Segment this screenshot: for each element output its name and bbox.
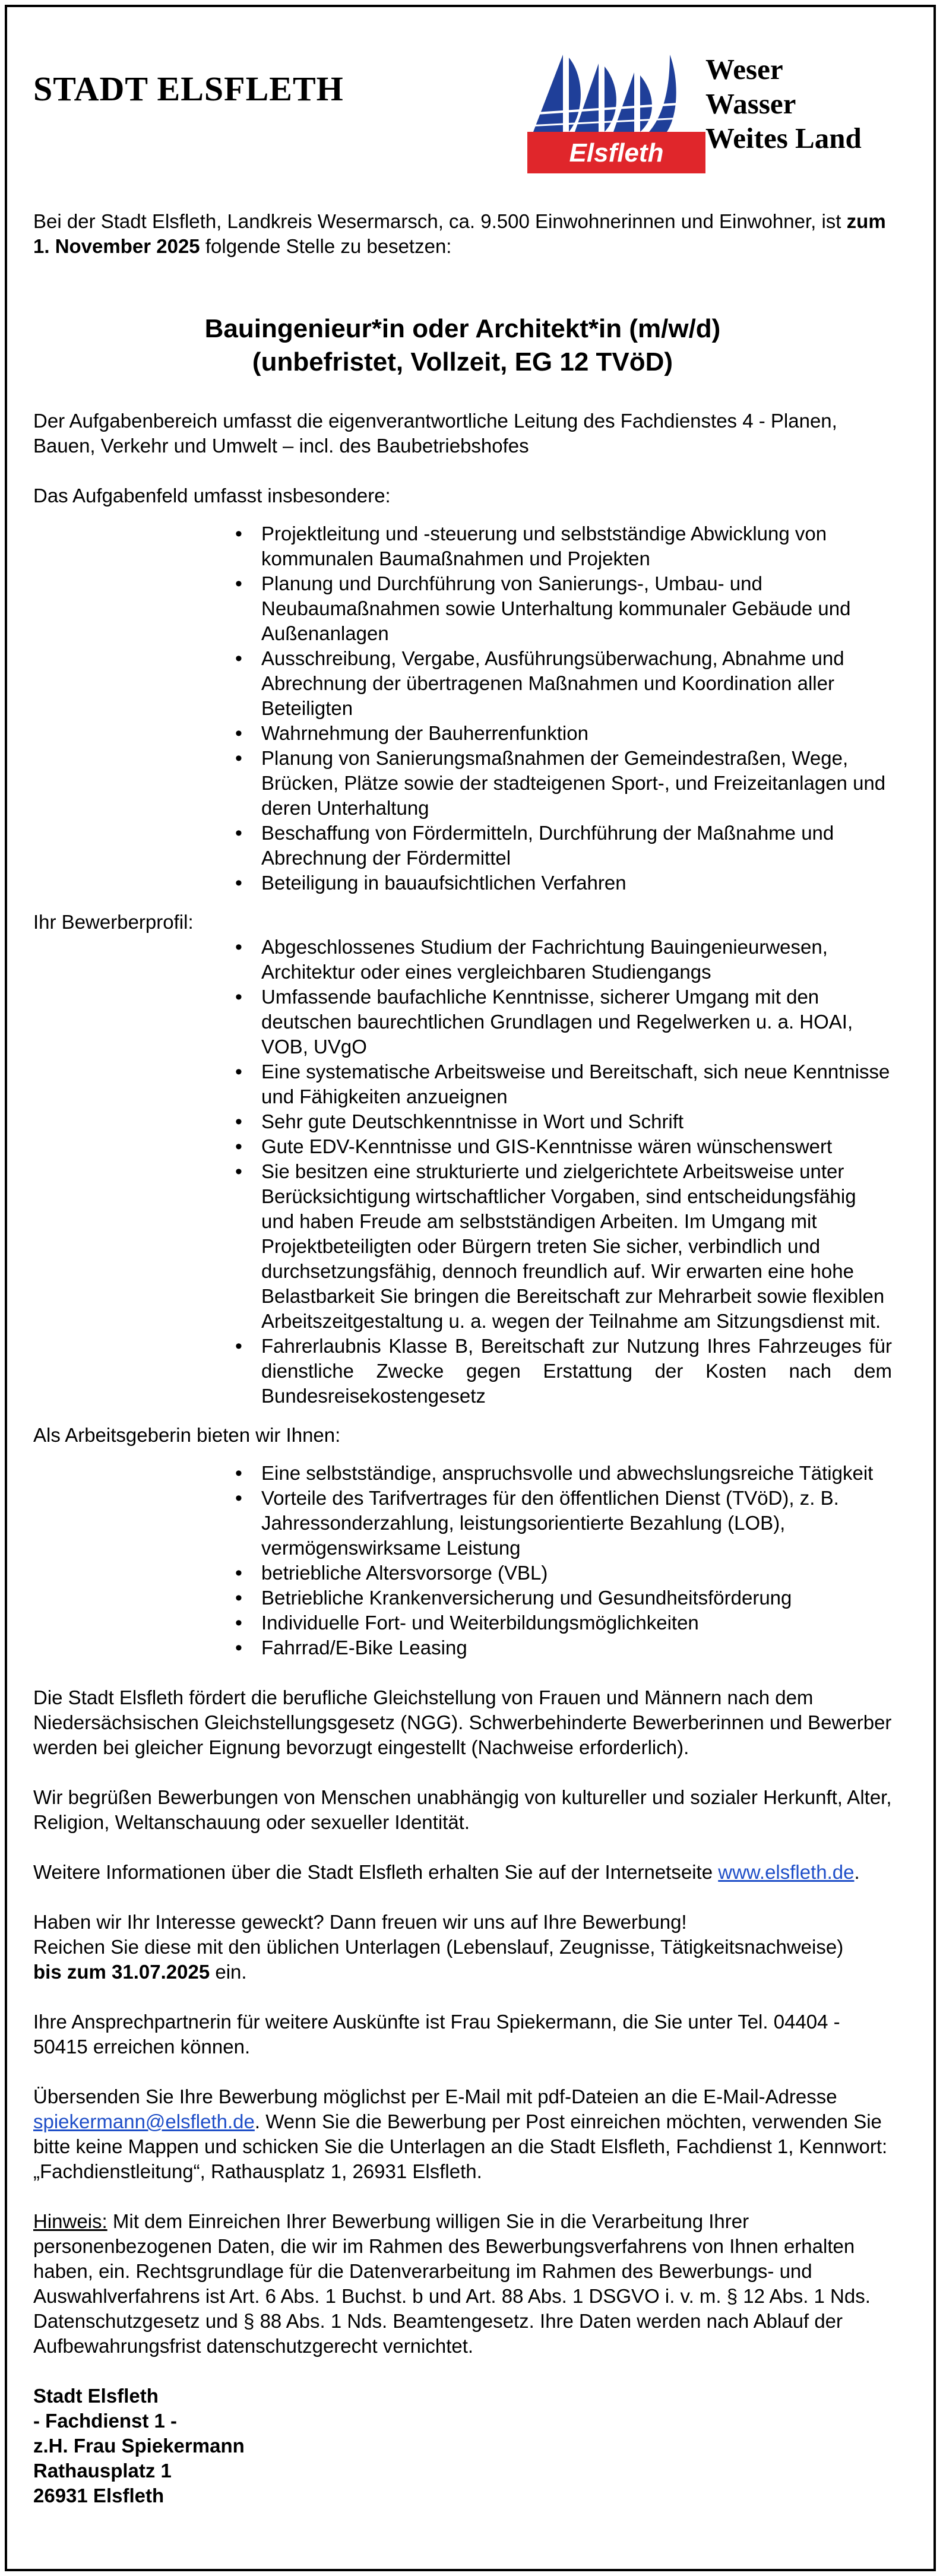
city-title: STADT ELSFLETH xyxy=(33,69,344,108)
slogan-line-3: Weites Land xyxy=(705,122,862,154)
deadline: bis zum 31.07.2025 xyxy=(33,1961,210,1983)
list-item: • Gute EDV-Kenntnisse und GIS-Kenntnisse wären wünschenswert xyxy=(261,1134,892,1159)
job-title-line-1: Bauingenieur*in oder Architekt*in (m/w/d) xyxy=(204,314,721,343)
job-title xyxy=(33,312,892,379)
job-title-line-2: (unbefristet, Vollzeit, EG 12 TVöD) xyxy=(252,347,673,376)
list-item: • Planung und Durchführung von Sanierungs-, Umbau- und Neubaumaßnahmen sowie Unterhaltung kommunaler Gebäude und Außenanlagen xyxy=(261,571,892,646)
notice-label: Hinweis: xyxy=(33,2210,107,2232)
submission-paragraph xyxy=(33,2084,892,2184)
list-item: • Beteiligung in bauaufsichtlichen Verfahren xyxy=(261,871,892,895)
info-end: . xyxy=(854,1861,860,1883)
offer-label: Als Arbeitsgeberin bieten wir Ihnen: xyxy=(33,1424,341,1446)
address-line: Stadt Elsfleth xyxy=(33,2385,159,2407)
list-item: • Sehr gute Deutschkenntnisse in Wort und Schrift xyxy=(261,1109,892,1134)
submission-text-2: . Wenn Sie die Bewerbung per Post einreichen möchten, verwenden Sie bitte keine Mappen und schicken Sie die Unterlagen an die Stadt Elsfleth, Fachdienst 1, Kennwort: „Fachdienstleitung“, Rathausplatz 1, 26931 Elsfleth. xyxy=(33,2110,888,2182)
list-item: • Planung von Sanierungsmaßnahmen der Gemeindestraßen, Wege, Brücken, Plätze sowie der stadteigenen Sport-, und Freizeitanlagen und deren Unterhaltung xyxy=(261,746,892,821)
start-date: zum 1. November 2025 xyxy=(33,210,886,257)
diversity-paragraph: Wir begrüßen Bewerbungen von Menschen unabhängig von kultureller und sozialer Herkunft, Alter, Religion, Weltanschauung oder sexueller Identität. xyxy=(33,1786,892,1833)
list-item: • Individuelle Fort- und Weiterbildungsmöglichkeiten xyxy=(261,1610,892,1635)
info-paragraph xyxy=(33,1860,892,1885)
apply-paragraph xyxy=(33,1910,892,1985)
info-text: Weitere Informationen über die Stadt Elsfleth erhalten Sie auf der Internetseite xyxy=(33,1861,713,1883)
list-item: • Umfassende baufachliche Kenntnisse, sicherer Umgang mit den deutschen baurechtlichen Grundlagen und Regelwerken u. a. HOAI, VOB, UVgO xyxy=(261,985,892,1059)
slogan xyxy=(705,52,862,156)
description: Der Aufgabenbereich umfasst die eigenverantwortliche Leitung des Fachdienstes 4 - Planen, Bauen, Verkehr und Umwelt – incl. des Baubetriebshofes xyxy=(33,410,837,457)
apply-line-2: Reichen Sie diese mit den üblichen Unterlagen (Lebenslauf, Zeugnisse, Tätigkeitsnachweise) xyxy=(33,1936,844,1958)
profile-label: Ihr Bewerberprofil: xyxy=(33,911,194,933)
list-item: • Eine systematische Arbeitsweise und Bereitschaft, sich neue Kenntnisse und Fähigkeiten anzueignen xyxy=(261,1059,892,1109)
tasks-list xyxy=(33,521,892,895)
address-line: z.H. Frau Spiekermann xyxy=(33,2435,245,2457)
job-ad-frame xyxy=(5,5,936,2571)
intro-text-2: folgende Stelle zu besetzen: xyxy=(205,235,452,257)
header xyxy=(7,7,933,167)
submission-text-1: Übersenden Sie Ihre Bewerbung möglichst per E-Mail mit pdf-Dateien an die E-Mail-Adresse xyxy=(33,2086,837,2107)
equality-paragraph: Die Stadt Elsfleth fördert die berufliche Gleichstellung von Frauen und Männern nach dem Niedersächsischen Gleichstellungsgesetz (NGG). Schwerbehinderte Bewerberinnen und Bewerber werden bei gleicher Eignung bevorzugt eingestellt (Nachweise erforderlich). xyxy=(33,1686,892,1758)
list-item: • Eine selbstständige, anspruchsvolle und abwechslungsreiche Tätigkeit xyxy=(261,1461,892,1486)
list-item: • Ausschreibung, Vergabe, Ausführungsüberwachung, Abnahme und Abrechnung der übertragenen Maßnahmen und Koordination aller Beteiligten xyxy=(261,646,892,721)
deadline-end: ein. xyxy=(215,1961,247,1983)
address-line: Rathausplatz 1 xyxy=(33,2460,172,2482)
content xyxy=(33,209,892,2508)
slogan-line-1: Weser xyxy=(705,53,783,86)
list-item: • Projektleitung und -steuerung und selbstständige Abwicklung von kommunalen Baumaßnahmen und Projekten xyxy=(261,521,892,571)
elsfleth-logo xyxy=(527,43,705,173)
intro-paragraph xyxy=(33,209,892,259)
offer-list xyxy=(33,1461,892,1660)
list-item: • betriebliche Altersvorsorge (VBL) xyxy=(261,1561,892,1586)
list-item: • Vorteile des Tarifvertrages für den öffentlichen Dienst (TVöD), z. B. Jahressonderzahlung, leistungsorientierte Bezahlung (LOB), vermögenswirksame Leistung xyxy=(261,1486,892,1561)
contact-person-paragraph: Ihre Ansprechpartnerin für weitere Auskünfte ist Frau Spiekermann, die Sie unter Tel. 04404 - 50415 erreichen können. xyxy=(33,2011,840,2058)
profile-list xyxy=(33,935,892,1409)
list-item: • Wahrnehmung der Bauherrenfunktion xyxy=(261,721,892,746)
list-item: • Fahrrad/E-Bike Leasing xyxy=(261,1635,892,1660)
slogan-line-2: Wasser xyxy=(705,87,796,120)
website-link[interactable]: www.elsfleth.de xyxy=(718,1861,855,1883)
list-item: • Abgeschlossenes Studium der Fachrichtung Bauingenieurwesen, Architektur oder eines vergleichbaren Studiengangs xyxy=(261,935,892,985)
address-block xyxy=(33,2384,892,2508)
list-item: • Betriebliche Krankenversicherung und Gesundheitsförderung xyxy=(261,1586,892,1610)
email-link[interactable]: spiekermann@elsfleth.de xyxy=(33,2110,255,2132)
tasks-label: Das Aufgabenfeld umfasst insbesondere: xyxy=(33,485,391,507)
apply-line-1: Haben wir Ihr Interesse geweckt? Dann freuen wir uns auf Ihre Bewerbung! xyxy=(33,1911,687,1933)
address-line: 26931 Elsfleth xyxy=(33,2485,164,2507)
address-line: - Fachdienst 1 - xyxy=(33,2410,178,2432)
notice-text: Mit dem Einreichen Ihrer Bewerbung willigen Sie in die Verarbeitung Ihrer personenbezogenen Daten, die wir im Rahmen des Bewerbungsverfahrens von Ihnen erhalten haben, ein. Rechtsgrundlage für die Datenverarbeitung im Rahmen des Bewerbungs- und Auswahlverfahrens ist Art. 6 Abs. 1 Buchst. b und Art. 88 Abs. 1 DSGVO i. v. m. § 12 Abs. 1 Nds. Datenschutzgesetz und § 88 Abs. 1 Nds. Beamtengesetz. Ihre Daten werden nach Ablauf der Aufbewahrungsfrist datenschutzgerecht vernichtet. xyxy=(33,2210,871,2357)
intro-text-1: Bei der Stadt Elsfleth, Landkreis Wesermarsch, ca. 9.500 Einwohnerinnen und Einwohner, ist xyxy=(33,210,841,232)
list-item: • Fahrerlaubnis Klasse B, Bereitschaft zur Nutzung Ihres Fahrzeuges für dienstliche Zwecke gegen Erstattung der Kosten nach dem Bundesreisekostengesetz xyxy=(261,1334,892,1409)
list-item: • Beschaffung von Fördermitteln, Durchführung der Maßnahme und Abrechnung der Fördermittel xyxy=(261,821,892,871)
list-item: • Sie besitzen eine strukturierte und zielgerichtete Arbeitsweise unter Berücksichtigung wirtschaftlicher Vorgaben, sind entscheidungsfähig und haben Freude am selbstständigen Arbeiten. Im Umgang mit Projektbeteiligten oder Bürgern treten Sie sicher, verbindlich und durchsetzungsfähig, dennoch freundlich auf. Wir erwarten eine hohe Belastbarkeit Sie bringen die Bereitschaft zur Mehrarbeit sowie flexiblen Arbeitszeitgestaltung u. a. wegen der Teilnahme am Sitzungsdienst mit. xyxy=(261,1159,892,1334)
notice-paragraph xyxy=(33,2209,892,2359)
logo-text: Elsfleth xyxy=(569,138,664,167)
